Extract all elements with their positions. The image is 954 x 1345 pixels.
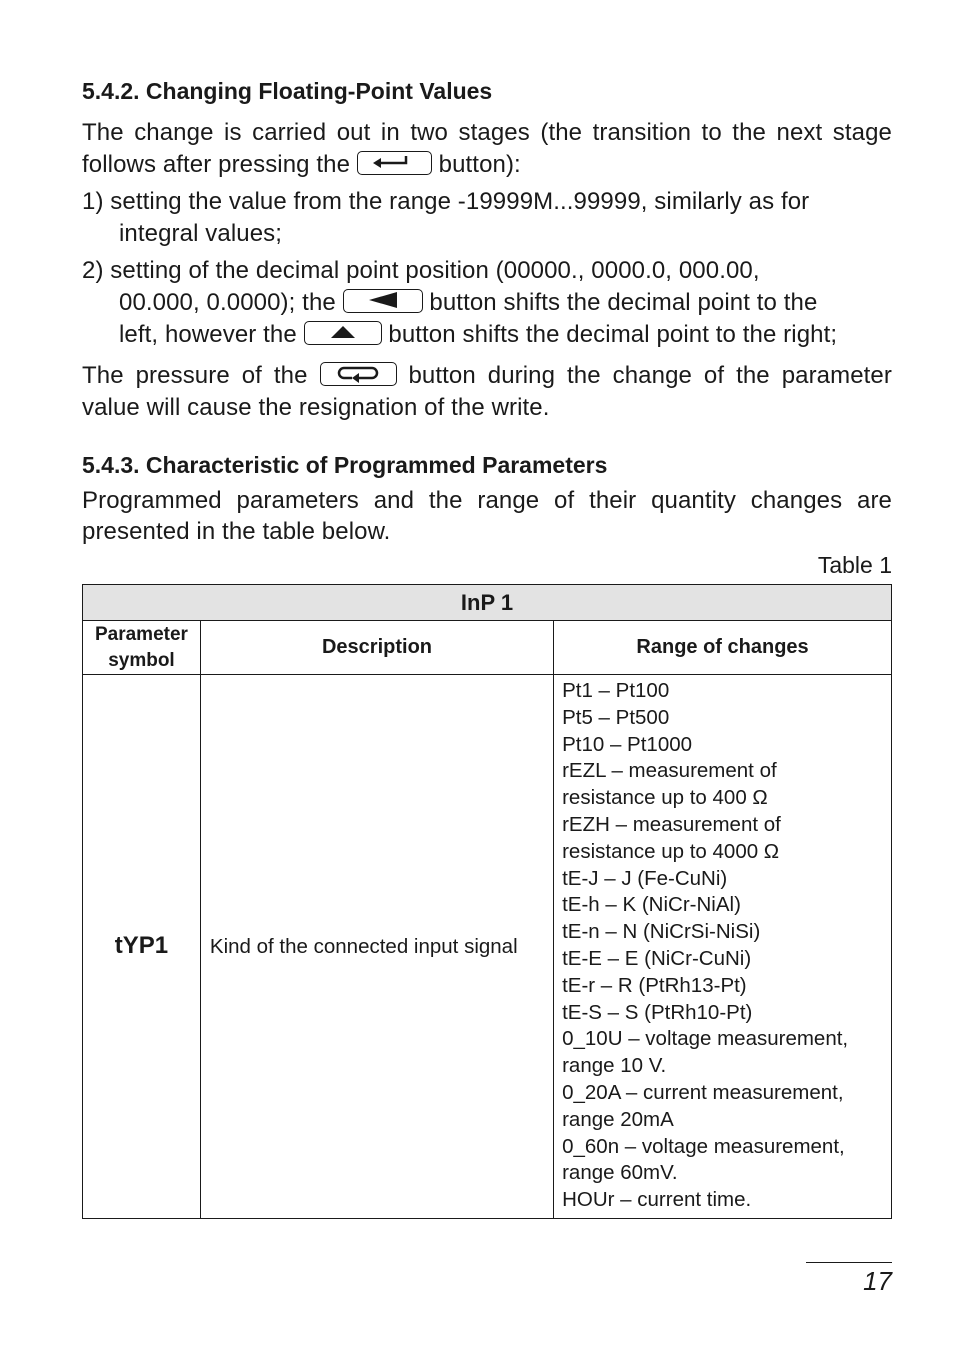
section-heading-5-4-2: 5.4.2. Changing Floating-Point Values xyxy=(82,78,493,104)
table-caption: Table 1 xyxy=(817,552,892,578)
paragraph-table-intro-line-2: presented in the table below. xyxy=(82,518,391,545)
range-item: tE-S – S (PtRh10-Pt) xyxy=(562,1000,753,1024)
range-item: resistance up to 4000 Ω xyxy=(562,839,780,863)
range-item: rEZL – measurement of xyxy=(562,759,777,783)
escape-key-icon xyxy=(320,362,397,386)
column-header-symbol: Parameter symbol xyxy=(83,621,201,675)
range-item: 0_60n – voltage measurement, xyxy=(562,1134,845,1158)
range-item: Pt5 – Pt500 xyxy=(562,705,670,729)
range-item: range 20mA xyxy=(562,1107,674,1131)
up-arrow-key-icon xyxy=(304,321,382,345)
range-item: tE-r – R (PtRh13-Pt) xyxy=(562,973,747,997)
range-item: Pt1 – Pt100 xyxy=(562,679,670,702)
column-header-description: Description xyxy=(200,621,553,675)
column-header-range: Range of changes xyxy=(554,621,892,675)
list-item-2-line-1: 2) setting of the decimal point position (00000., 0000.0, 000.00, xyxy=(82,257,760,284)
parameters-table xyxy=(82,584,892,1219)
range-item: tE-n – N (NiCrSi-NiSi) xyxy=(562,920,761,944)
page-number-rule xyxy=(806,1262,892,1263)
left-arrow-key-icon xyxy=(343,289,423,313)
range-item: range 10 V. xyxy=(562,1054,667,1078)
range-item: tE-J – J (Fe-CuNi) xyxy=(562,866,728,890)
parameter-range-cell xyxy=(554,675,892,1219)
section-heading-5-4-3: 5.4.3. Characteristic of Programmed Parameters xyxy=(82,452,608,478)
range-item: HOUr – current time. xyxy=(562,1188,752,1212)
range-item: tE-E – E (NiCr-CuNi) xyxy=(562,946,752,970)
range-item: rEZH – measurement of xyxy=(562,812,781,836)
paragraph-table-intro-line-1: Programmed parameters and the range of their quantity changes are xyxy=(82,487,892,514)
table-row xyxy=(83,675,892,1219)
page-number: 17 xyxy=(863,1266,892,1296)
enter-key-icon xyxy=(357,151,432,175)
range-item: resistance up to 400 Ω xyxy=(562,786,768,810)
list-item-2-line-2: 00.000, 0.0000); the button shifts the decimal point to the xyxy=(119,289,818,316)
list-item-1-line-1: 1) setting the value from the range -19999M...99999, similarly as for xyxy=(82,188,810,215)
range-item: tE-h – K (NiCr-NiAl) xyxy=(562,893,741,917)
parameter-description-cell: Kind of the connected input signal xyxy=(200,675,553,1219)
range-item: Pt10 – Pt1000 xyxy=(562,732,693,756)
paragraph-intro-line-1: The change is carried out in two stages (the transition to the next stage xyxy=(82,119,892,146)
paragraph-outro-line-2: value will cause the resignation of the write. xyxy=(82,394,550,421)
range-item: 0_20A – current measurement, xyxy=(562,1080,844,1104)
list-item-2-line-3: left, however the button shifts the decimal point to the right; xyxy=(119,321,838,348)
table-group-header: InP 1 xyxy=(83,585,892,621)
range-item: range 60mV. xyxy=(562,1161,678,1185)
paragraph-intro-line-2: follows after pressing the button): xyxy=(82,151,521,178)
parameter-symbol-cell: tYP1 xyxy=(83,675,201,1219)
list-item-1-line-2: integral values; xyxy=(119,220,283,247)
paragraph-outro-line-1: The pressure of the button during the change of the parameter xyxy=(82,362,892,389)
range-item: 0_10U – voltage measurement, xyxy=(562,1027,849,1051)
